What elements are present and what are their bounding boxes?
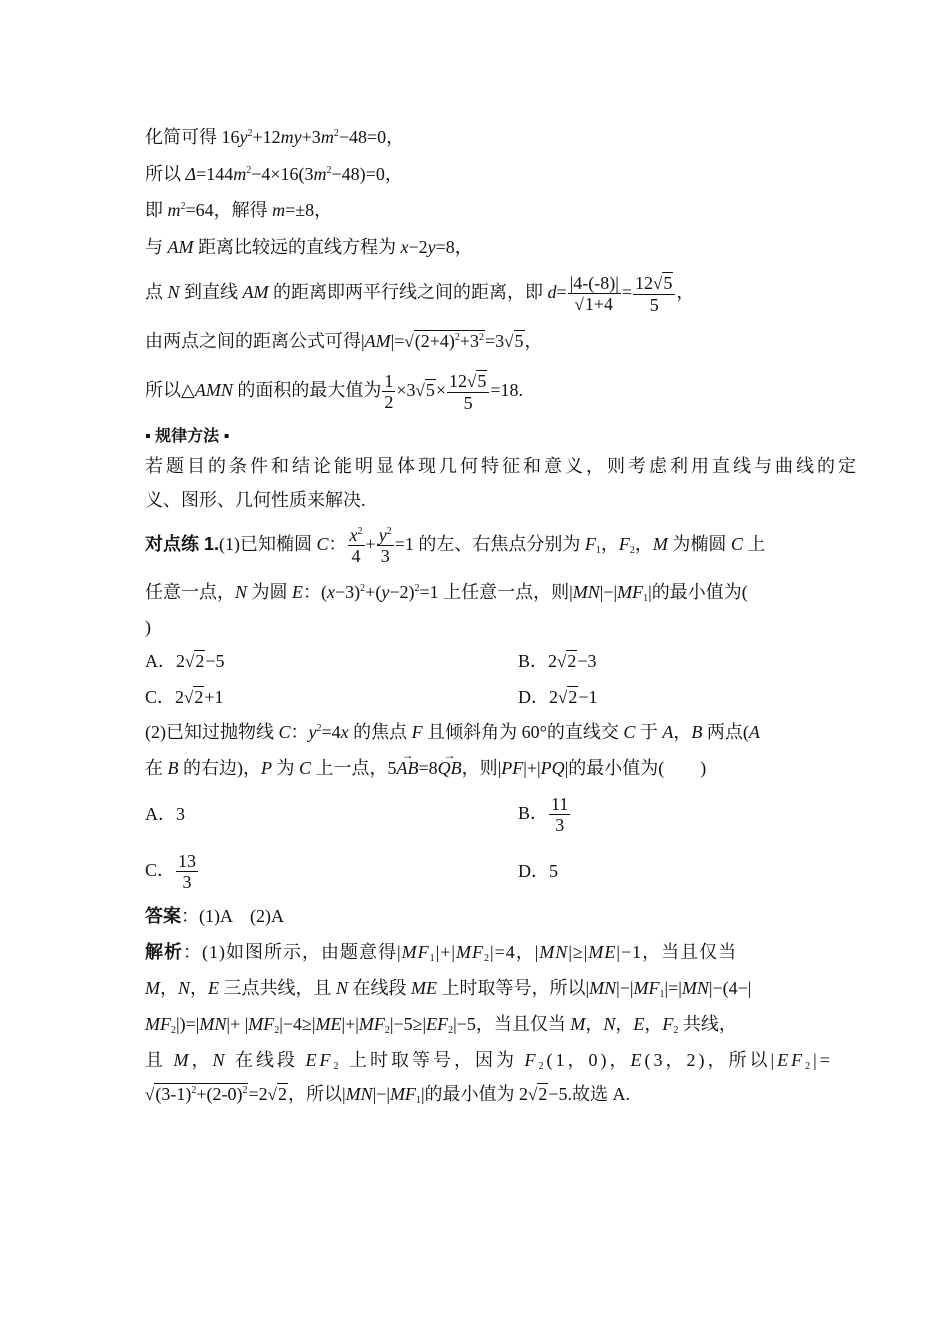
q2-option-d[interactable]: D．5 (518, 861, 558, 881)
solution-line-3: 即 $m^2=64$，解得 m=±8， (145, 200, 333, 220)
q1-option-d[interactable]: D．2√2−1 (518, 687, 598, 707)
analysis-line-4: 且 M，N 在线段 $EF_2$ 上时取等号，因为 $F_2(1$，0)，E(3，2)，所以$|EF_2|=$ (145, 1050, 833, 1072)
q1-option-a[interactable]: A．2√2−5 (145, 651, 225, 671)
solution-line-1: 化简可得 $16y^2+12my+3m^2-48=0$， (145, 127, 405, 147)
solution-line-4: 与 AM 距离比较远的直线方程为 x−2y=8， (145, 237, 473, 257)
exercise-q1-line-2: 任意一点，N 为圆 E：$(x-3)^2+(y-2)^2=1$ 上任意一点，则$|MN|-|MF_1|$的最小值为( (145, 582, 748, 604)
analysis-line-2: M，N，E 三点共线，且 N 在线段 ME 上时取等号，所以$|MN|-|MF_1|=|MN|-(4-|$ (145, 978, 752, 1000)
q2-option-a[interactable]: A．3 (145, 804, 185, 824)
analysis-line-5: $√(3-1)^2+(2-0)^2=2√2$，所以$|MN|-|MF_1|$的最小值为 2√2−5.故选 A. (145, 1084, 631, 1106)
method-text-1: 若题目的条件和结论能明显体现几何特征和意义，则考虑利用直线与曲线的定 (145, 456, 859, 476)
analysis-line-1: 解析：(1)如图所示，由题意得$|MF_1|+|MF_2|=4$，|MN|≥|ME|−1，当且仅当 (145, 942, 738, 964)
analysis-line-3: $MF_2|)=|MN|+ |MF_2|-4\ge|ME|+|MF_2|-5\ge|EF_2|-5$，当且仅当 M，N，E，$F_2$ 共线， (145, 1014, 737, 1036)
exercise-q1-line-3: ) (145, 617, 151, 637)
exercise-label: 对点练 1. (145, 534, 220, 554)
method-text-2: 义、图形、几何性质来解决. (145, 490, 366, 510)
q2-option-c[interactable]: C． $\frac{13}{3}$ (145, 851, 197, 893)
solution-line-6: 由两点之间的距离公式可得$|AM|=√(2+4)^2+3^2=3√5$， (145, 331, 543, 351)
method-heading: ▪ 规律方法 ▪ (145, 428, 230, 445)
q1-option-c[interactable]: C．2√2+1 (145, 687, 224, 707)
answer-value: ：(1)A (2)A (181, 906, 284, 926)
q2-option-b[interactable]: B． $\frac{11}{3}$ (518, 794, 569, 836)
solution-line-2: 所以 $\Delta=144m^2-4\times 16(3m^2-48)=0$， (145, 164, 403, 184)
exercise-q2-line-1: (2)已知过抛物线 C：$y^2=4x$ 的焦点 F 且倾斜角为 60°的直线交 C 于 A，B 两点(A (145, 722, 760, 742)
exercise-q2-line-2: 在 B 的右边)，P 为 C 上一点，5→ AB=8→ QB，则|PF|+|PQ|的最小值为( ) (145, 757, 706, 779)
q1-option-b[interactable]: B．2√2−3 (518, 651, 597, 671)
answer-line (145, 905, 284, 927)
answer-label: 答案 (145, 906, 181, 926)
solution-line-5: 点 N 到直线 AM 的距离即两平行线之间的距离，即 d= $\frac{|4-(-8)|}{√1+4}$ = $\frac{12√5}{5}$ ， (145, 272, 695, 315)
solution-line-7: 所以△AMN 的面积的最大值为 $\frac{1}{2}$ ×3√5× $\frac{12√5}{5}$ =18. (145, 370, 523, 413)
exercise-q1-line-1: 对点练 1.(1)已知椭圆 C： $\frac{x^2}{4}$ + $\frac{y^2}{3}$ =1 的左、右焦点分别为 $F_1$，$F_2$，M 为椭圆 C 上 (145, 525, 766, 567)
analysis-label: 解析 (145, 942, 183, 962)
